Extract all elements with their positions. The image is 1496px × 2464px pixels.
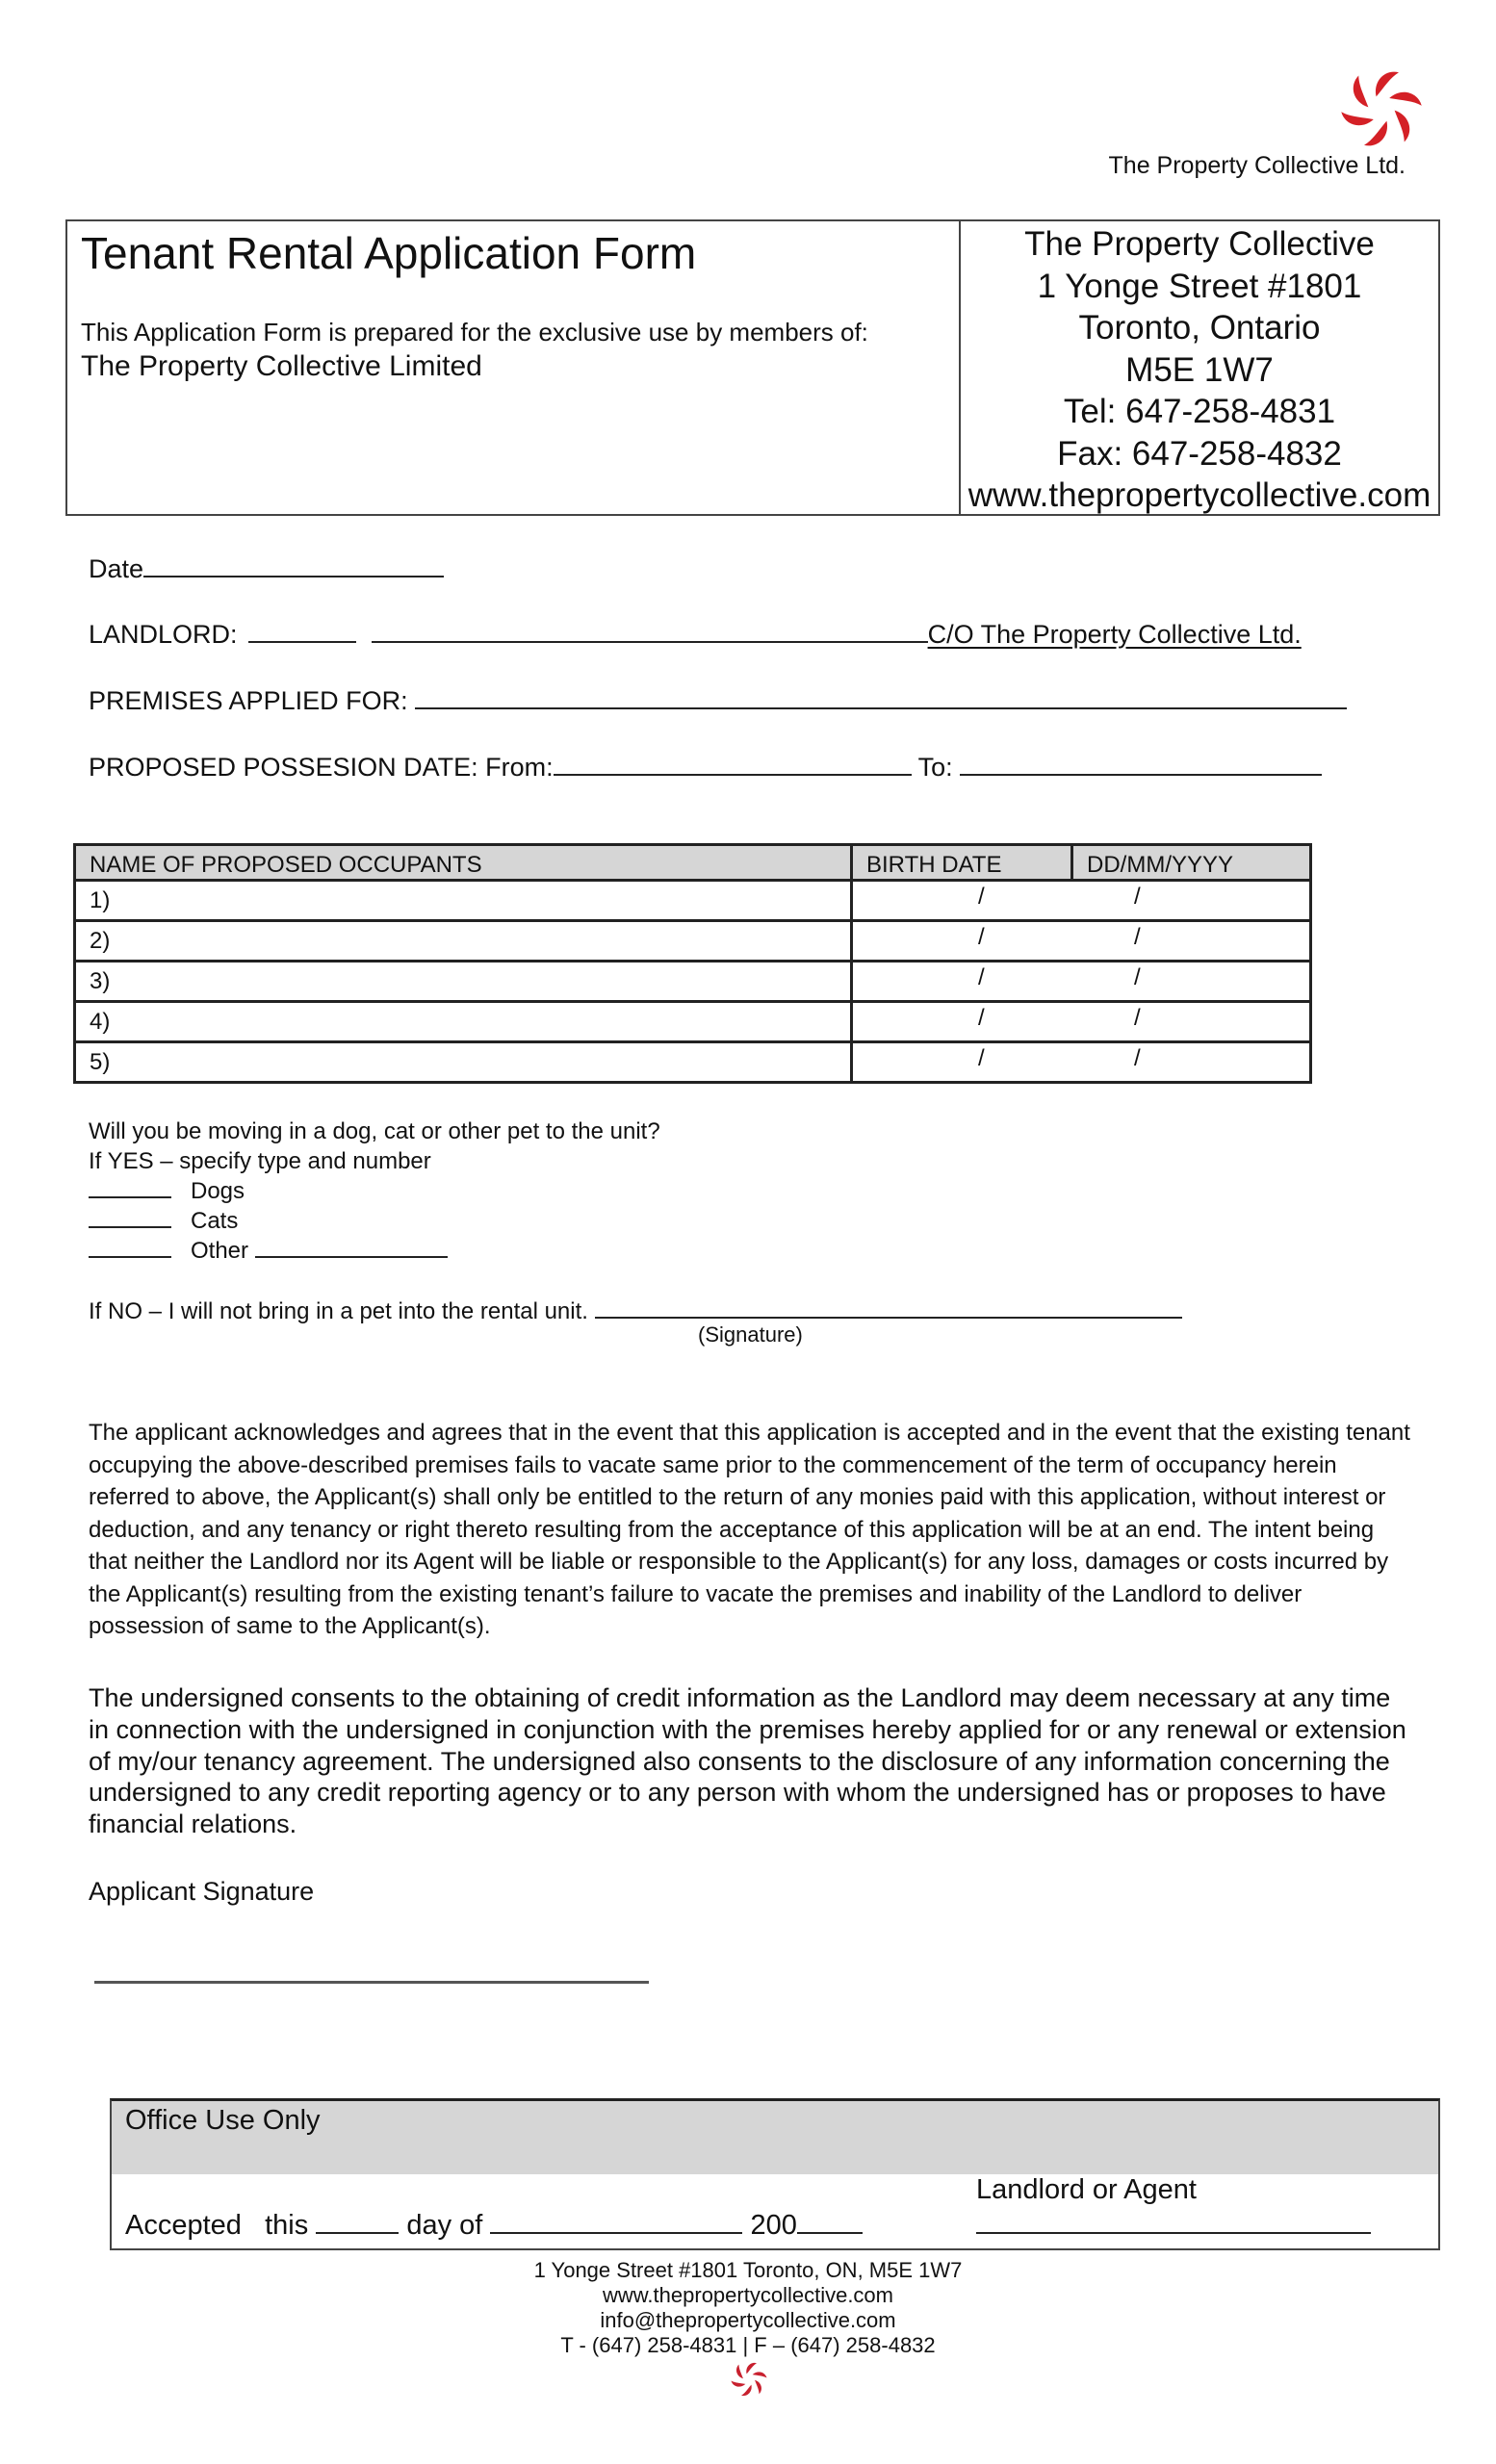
date-label: Date <box>89 554 144 583</box>
col-header-date-format: DD/MM/YYYY <box>1072 845 1311 881</box>
footer-email[interactable]: info@thepropertycollective.com <box>600 2308 896 2332</box>
contact-postal: M5E 1W7 <box>1125 350 1274 389</box>
accepted-day-field[interactable] <box>316 2209 399 2234</box>
pets-cats-row <box>89 1206 660 1236</box>
pets-section <box>89 1116 660 1266</box>
table-row <box>75 1042 1311 1083</box>
company-caption: The Property Collective Ltd. <box>1108 152 1406 179</box>
pets-dogs-row <box>89 1176 660 1206</box>
page-title: Tenant Rental Application Form <box>81 228 697 278</box>
header-box <box>65 219 1440 516</box>
this-label: this <box>265 2210 309 2241</box>
date-separator: / <box>1134 964 1141 990</box>
occupant-name-cell[interactable] <box>75 962 852 1002</box>
date-separator: / <box>1134 1045 1141 1071</box>
header-title-panel <box>67 221 961 514</box>
pets-other-row <box>89 1236 660 1266</box>
col-header-birth-date: BIRTH DATE <box>852 845 1072 881</box>
row-number: 3) <box>90 967 111 994</box>
contact-street: 1 Yonge Street #1801 <box>1037 267 1362 305</box>
office-use-box <box>110 2098 1440 2250</box>
contact-tel: Tel: 647-258-4831 <box>1063 393 1336 430</box>
dogs-label: Dogs <box>191 1178 245 1204</box>
landlord-name-field[interactable] <box>372 618 928 643</box>
table-row <box>75 1002 1311 1042</box>
office-accepted-row <box>125 2209 863 2242</box>
applicant-signature-label: Applicant Signature <box>89 1877 315 1906</box>
year-prefix: 200 <box>750 2210 797 2241</box>
table-row <box>75 962 1311 1002</box>
contact-panel <box>961 221 1438 516</box>
possession-from-label: PROPOSED POSSESION DATE: From: <box>89 753 554 782</box>
other-label: Other <box>191 1238 249 1264</box>
date-separator: / <box>978 1005 985 1031</box>
table-row <box>75 921 1311 962</box>
date-row <box>89 552 444 584</box>
possession-from-field[interactable] <box>554 751 912 776</box>
no-pets-row <box>89 1294 1182 1325</box>
occupant-birth-date-cell[interactable] <box>852 1042 1311 1083</box>
date-separator: / <box>978 884 985 910</box>
company-name: The Property Collective Limited <box>81 350 482 382</box>
date-separator: / <box>1134 924 1141 950</box>
premises-row <box>89 684 1347 716</box>
occupant-birth-date-cell[interactable] <box>852 921 1311 962</box>
accepted-month-field[interactable] <box>490 2209 742 2234</box>
date-field[interactable] <box>143 552 444 578</box>
occupant-name-cell[interactable] <box>75 921 852 962</box>
date-separator: / <box>1134 884 1141 910</box>
contact-name: The Property Collective <box>1024 225 1375 263</box>
applicant-signature-field[interactable] <box>94 1981 649 1984</box>
other-type-field[interactable] <box>255 1237 448 1258</box>
occupants-header-row <box>75 845 1311 881</box>
possession-to-field[interactable] <box>960 751 1322 776</box>
pinwheel-logo-icon <box>730 2360 768 2399</box>
possession-row <box>89 751 1322 783</box>
dogs-count-field[interactable] <box>89 1177 171 1198</box>
occupant-name-cell[interactable] <box>75 1002 852 1042</box>
day-of-label: day of <box>406 2210 483 2241</box>
pinwheel-logo-icon <box>1338 65 1425 152</box>
accepted-label: Accepted <box>125 2210 242 2241</box>
footer-web[interactable]: www.thepropertycollective.com <box>602 2283 893 2307</box>
page-footer <box>0 2258 1496 2358</box>
accepted-year-field[interactable] <box>797 2209 863 2234</box>
form-subtitle: This Application Form is prepared for the exclusive use by members of: <box>81 318 868 346</box>
premises-label: PREMISES APPLIED FOR: <box>89 686 408 715</box>
row-number: 2) <box>90 927 111 954</box>
landlord-agent-label: Landlord or Agent <box>976 2174 1197 2205</box>
occupant-birth-date-cell[interactable] <box>852 1002 1311 1042</box>
office-use-header <box>112 2101 1438 2174</box>
other-count-field[interactable] <box>89 1237 171 1258</box>
landlord-initial-field[interactable] <box>248 618 356 643</box>
landlord-label: LANDLORD: <box>89 620 238 649</box>
credit-consent-paragraph: The undersigned consents to the obtaining of credit information as the Landlord may deem necessary at any time in connection with the undersigned in conjunction with the premises hereby applied for or any renewal or extension of my/our tenancy agreement. The undersigned also consents to the disclosure of any information concerning the undersigned to any credit reporting agency or to any person with whom the undersigned has or proposes to have financial relations. <box>89 1683 1406 1839</box>
landlord-row <box>89 618 1302 650</box>
no-pets-signature-field[interactable] <box>595 1294 1182 1319</box>
footer-address: 1 Yonge Street #1801 Toronto, ON, M5E 1W7 <box>533 2258 963 2282</box>
contact-web[interactable]: www.thepropertycollective.com <box>967 476 1432 514</box>
date-separator: / <box>978 1045 985 1071</box>
pets-question: Will you be moving in a dog, cat or other pet to the unit? <box>89 1118 660 1144</box>
occupant-birth-date-cell[interactable] <box>852 881 1311 921</box>
occupant-name-cell[interactable] <box>75 1042 852 1083</box>
cats-count-field[interactable] <box>89 1207 171 1228</box>
date-separator: / <box>1134 1005 1141 1031</box>
pets-yes-instruction: If YES – specify type and number <box>89 1148 431 1174</box>
date-separator: / <box>978 964 985 990</box>
date-separator: / <box>978 924 985 950</box>
contact-fax: Fax: 647-258-4832 <box>1057 434 1342 473</box>
premises-field[interactable] <box>415 684 1347 709</box>
no-pets-statement: If NO – I will not bring in a pet into the rental unit. <box>89 1298 588 1324</box>
landlord-care-of: C/O The Property Collective Ltd. <box>927 620 1302 649</box>
cats-label: Cats <box>191 1208 239 1234</box>
table-row <box>75 881 1311 921</box>
row-number: 5) <box>90 1048 111 1075</box>
col-header-name: NAME OF PROPOSED OCCUPANTS <box>75 845 852 881</box>
landlord-agent-signature-field[interactable] <box>976 2232 1371 2234</box>
acknowledgement-paragraph: The applicant acknowledges and agrees that in the event that this application is accepted and in the event that the existing tenant occupying the above-described premises fails to vacate same prior to the commencement of the term of occupancy herein referred to above, the Applicant(s) shall only be entitled to the return of any monies paid with this application, without interest or deduction, and any tenancy or right thereto resulting from the acceptance of this application will be at an end. The intent being that neither the Landlord nor its Agent will be liable or responsible to the Applicant(s) for any loss, damages or costs incurred by the Applicant(s) resulting from the existing tenant’s failure to vacate the premises and inability of the Landlord to deliver possession of same to the Applicant(s). <box>89 1420 1410 1639</box>
occupants-table <box>73 843 1312 1084</box>
footer-phones: T - (647) 258-4831 | F – (647) 258-4832 <box>560 2333 936 2357</box>
signature-caption: (Signature) <box>698 1322 803 1347</box>
row-number: 1) <box>90 886 111 913</box>
contact-city: Toronto, Ontario <box>1078 309 1321 346</box>
occupant-name-cell[interactable] <box>75 881 852 921</box>
row-number: 4) <box>90 1008 111 1035</box>
possession-to-label: To: <box>917 753 953 782</box>
occupant-birth-date-cell[interactable] <box>852 962 1311 1002</box>
office-use-title: Office Use Only <box>125 2105 321 2136</box>
